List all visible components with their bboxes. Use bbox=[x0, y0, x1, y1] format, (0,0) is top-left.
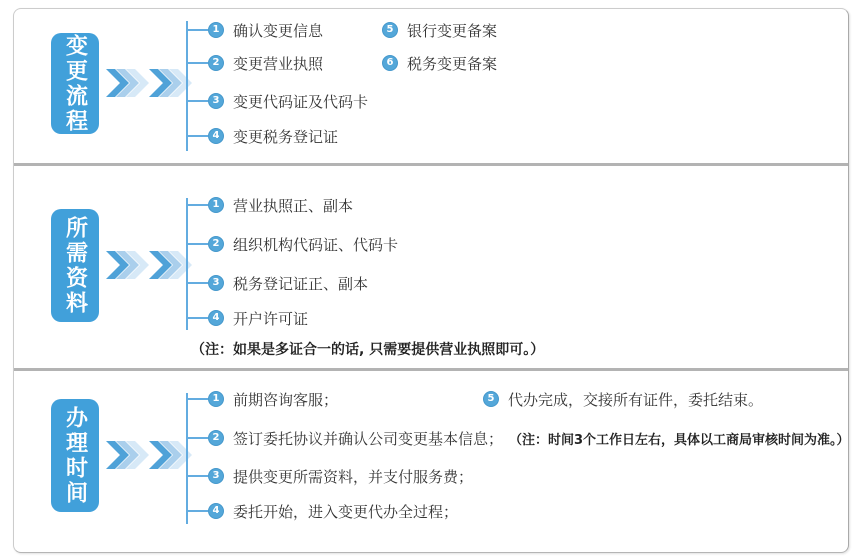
step-label: 银行变更备案 bbox=[407, 21, 498, 40]
infographic-panel bbox=[13, 8, 849, 553]
step-label: 委托开始，进入变更代办全过程； bbox=[233, 502, 459, 521]
step-badge: 2 bbox=[208, 55, 224, 71]
branch-line bbox=[186, 62, 208, 64]
section-divider bbox=[14, 368, 848, 371]
step-badge: 4 bbox=[208, 128, 224, 144]
step-badge: 2 bbox=[208, 236, 224, 252]
step-badge: 3 bbox=[208, 93, 224, 109]
step-label: 开户许可证 bbox=[233, 309, 309, 328]
step-row bbox=[483, 389, 763, 409]
step-badge: 5 bbox=[483, 391, 499, 407]
step-badge: 3 bbox=[208, 275, 224, 291]
step-badge: 4 bbox=[208, 310, 224, 326]
step-label: 提供变更所需资料，并支付服务费； bbox=[233, 467, 474, 486]
branch-line bbox=[186, 475, 208, 477]
branch-line bbox=[186, 317, 208, 319]
step-note: （注：时间3个工作日左右，具体以工商局审核时间为准。） bbox=[509, 432, 850, 448]
step-label: 组织机构代码证、代码卡 bbox=[233, 235, 399, 254]
step-label: 变更营业执照 bbox=[233, 54, 324, 73]
step-label: 变更代码证及代码卡 bbox=[233, 92, 369, 111]
step-label: 签订委托协议并确认公司变更基本信息； bbox=[233, 429, 504, 448]
step-row bbox=[382, 20, 497, 40]
section-title-change-process: 变更流程 bbox=[51, 33, 99, 134]
step-badge: 5 bbox=[382, 22, 398, 38]
step-row bbox=[186, 91, 368, 111]
branch-line bbox=[186, 100, 208, 102]
step-row bbox=[186, 126, 338, 146]
step-row bbox=[186, 53, 323, 73]
step-badge: 1 bbox=[208, 391, 224, 407]
step-badge: 1 bbox=[208, 197, 224, 213]
step-row bbox=[186, 308, 308, 328]
step-badge: 3 bbox=[208, 468, 224, 484]
step-label: 营业执照正、副本 bbox=[233, 196, 354, 215]
step-badge: 1 bbox=[208, 22, 224, 38]
chevron-arrows-icon bbox=[106, 69, 152, 97]
step-badge: 4 bbox=[208, 503, 224, 519]
branch-line bbox=[186, 243, 208, 245]
step-badge: 6 bbox=[382, 55, 398, 71]
section-divider bbox=[14, 163, 848, 166]
step-row bbox=[186, 20, 323, 40]
branch-line bbox=[186, 437, 208, 439]
step-row bbox=[186, 195, 353, 215]
branch-line bbox=[186, 135, 208, 137]
step-row bbox=[186, 501, 458, 521]
branch-line bbox=[186, 204, 208, 206]
step-badge: 2 bbox=[208, 430, 224, 446]
branch-line bbox=[186, 282, 208, 284]
step-row bbox=[186, 466, 473, 486]
step-row bbox=[382, 53, 497, 73]
section-title-required-documents: 所需资料 bbox=[51, 209, 99, 322]
step-label: 税务变更备案 bbox=[407, 54, 498, 73]
branch-line bbox=[186, 398, 208, 400]
branch-line bbox=[186, 29, 208, 31]
step-row bbox=[186, 428, 850, 448]
step-label: 确认变更信息 bbox=[233, 21, 324, 40]
chevron-arrows-icon bbox=[106, 441, 152, 469]
section-note: （注：如果是多证合一的话, 只需要提供营业执照即可。） bbox=[191, 342, 545, 358]
step-label: 变更税务登记证 bbox=[233, 127, 339, 146]
step-label: 税务登记证正、副本 bbox=[233, 274, 369, 293]
step-row bbox=[186, 273, 368, 293]
branch-line bbox=[186, 510, 208, 512]
step-label: 前期咨询客服； bbox=[233, 390, 339, 409]
chevron-arrows-icon bbox=[106, 251, 152, 279]
step-row bbox=[186, 389, 338, 409]
section-title-processing-time: 办理时间 bbox=[51, 399, 99, 512]
step-label: 代办完成，交接所有证件，委托结束。 bbox=[508, 390, 764, 409]
step-row bbox=[186, 234, 398, 254]
